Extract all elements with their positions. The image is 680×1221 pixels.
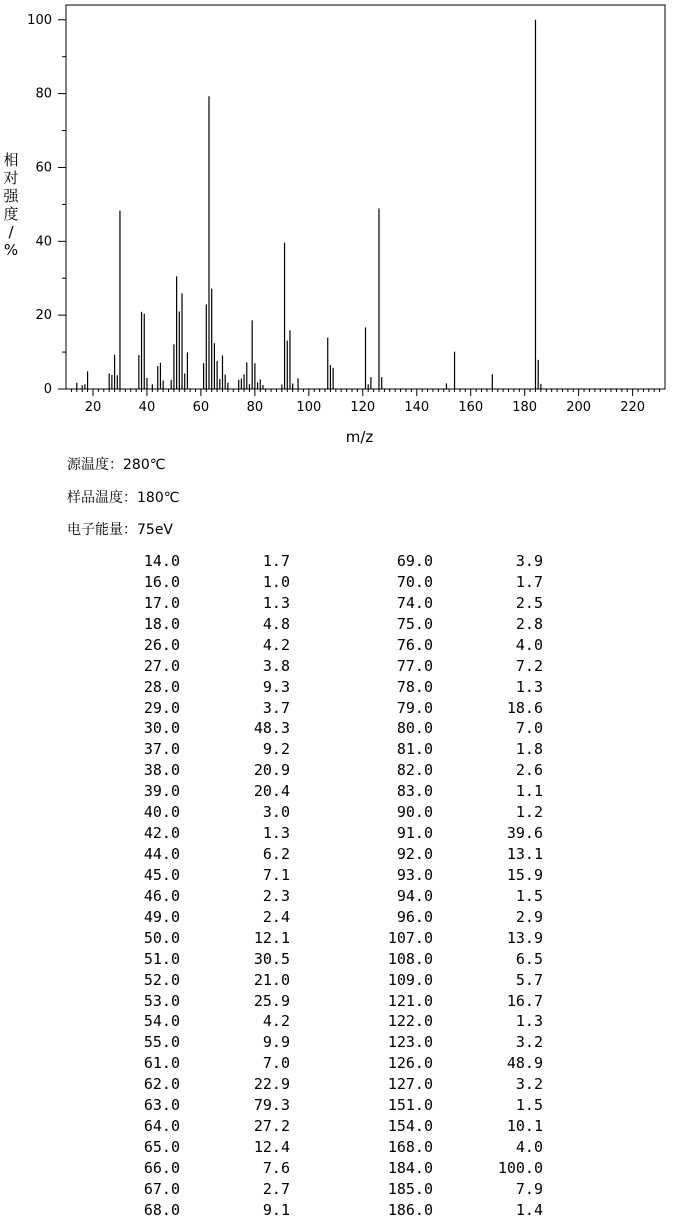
left-intensity-cell: 12.1 <box>253 928 290 947</box>
left-intensity-cell: 3.0 <box>262 803 290 822</box>
left-mz-cell: 68.0 <box>143 1200 180 1219</box>
right-mz-cell: 185.0 <box>387 1179 433 1198</box>
right-mz-cell: 108.0 <box>387 949 433 968</box>
right-intensity-cell: 48.9 <box>506 1054 543 1073</box>
right-mz-cell: 77.0 <box>396 656 433 675</box>
right-mz-cell: 126.0 <box>387 1054 433 1073</box>
right-mz-cell: 107.0 <box>387 928 433 947</box>
left-mz-cell: 53.0 <box>143 991 180 1010</box>
right-intensity-cell: 10.1 <box>506 1117 543 1136</box>
x-tick-label: 20 <box>84 400 102 415</box>
right-intensity-cell: 1.8 <box>515 740 543 759</box>
left-mz-cell: 63.0 <box>143 1096 180 1115</box>
right-intensity-cell: 7.0 <box>515 719 543 738</box>
x-tick-label: 100 <box>296 400 322 415</box>
right-intensity-cell: 13.9 <box>506 928 543 947</box>
y-tick-label: 40 <box>35 234 52 250</box>
left-mz-cell: 44.0 <box>143 845 180 864</box>
right-mz-cell: 109.0 <box>387 970 433 989</box>
x-tick-label: 80 <box>246 400 264 415</box>
left-intensity-cell: 22.9 <box>253 1075 290 1094</box>
sample-temperature: 样品温度：180℃ <box>67 490 180 506</box>
left-mz-cell: 37.0 <box>143 740 180 759</box>
right-mz-cell: 184.0 <box>387 1158 433 1177</box>
left-mz-cell: 50.0 <box>143 928 180 947</box>
y-axis-label: 相对强度/ % <box>3 151 19 259</box>
left-intensity-cell: 6.2 <box>262 845 290 864</box>
left-intensity-cell: 9.3 <box>262 677 290 696</box>
right-mz-cell: 91.0 <box>396 824 433 843</box>
left-intensity-cell: 1.7 <box>262 552 290 570</box>
x-axis-label: m/z <box>345 428 374 446</box>
left-mz-cell: 64.0 <box>143 1117 180 1136</box>
x-tick-label: 140 <box>404 400 430 415</box>
left-intensity-cell: 2.3 <box>262 886 290 905</box>
left-mz-cell: 66.0 <box>143 1158 180 1177</box>
left-intensity-cell: 4.2 <box>262 1012 290 1031</box>
right-mz-cell: 93.0 <box>396 865 433 884</box>
left-intensity-cell: 1.3 <box>262 593 290 612</box>
right-mz-cell: 92.0 <box>396 845 433 864</box>
left-mz-cell: 67.0 <box>143 1179 180 1198</box>
left-intensity-cell: 9.2 <box>262 740 290 759</box>
left-mz-cell: 54.0 <box>143 1012 180 1031</box>
right-intensity-cell: 100.0 <box>497 1158 543 1177</box>
right-mz-cell: 151.0 <box>387 1096 433 1115</box>
y-tick-label: 60 <box>35 160 52 176</box>
left-intensity-cell: 1.0 <box>262 572 290 591</box>
y-tick-label: 0 <box>43 382 52 397</box>
left-mz-cell: 46.0 <box>143 886 180 905</box>
left-intensity-cell: 2.4 <box>262 907 290 926</box>
right-mz-cell: 90.0 <box>396 803 433 822</box>
y-tick-label: 20 <box>35 308 52 324</box>
mass-spectrum-chart <box>0 0 680 450</box>
right-mz-cell: 96.0 <box>396 907 433 926</box>
left-intensity-cell: 7.0 <box>262 1054 290 1073</box>
right-intensity-cell: 1.2 <box>515 803 543 822</box>
source-temperature: 源温度：280℃ <box>67 457 166 473</box>
right-mz-cell: 75.0 <box>396 614 433 633</box>
right-intensity-cell: 6.5 <box>515 949 543 968</box>
right-intensity-cell: 16.7 <box>506 991 543 1010</box>
left-intensity-cell: 48.3 <box>253 719 290 738</box>
left-mz-cell: 61.0 <box>143 1054 180 1073</box>
right-mz-cell: 76.0 <box>396 635 433 654</box>
left-mz-cell: 39.0 <box>143 782 180 801</box>
left-mz-cell: 45.0 <box>143 865 180 884</box>
right-mz-cell: 154.0 <box>387 1117 433 1136</box>
left-mz-cell: 42.0 <box>143 824 180 843</box>
right-mz-cell: 186.0 <box>387 1200 433 1219</box>
right-mz-cell: 79.0 <box>396 698 433 717</box>
left-intensity-cell: 9.9 <box>262 1033 290 1052</box>
left-mz-cell: 65.0 <box>143 1138 180 1157</box>
x-tick-label: 60 <box>192 400 210 415</box>
right-intensity-cell: 15.9 <box>506 865 543 884</box>
right-intensity-cell: 13.1 <box>506 845 543 864</box>
right-mz-cell: 81.0 <box>396 740 433 759</box>
right-intensity-cell: 2.6 <box>515 761 543 780</box>
right-mz-cell: 70.0 <box>396 572 433 591</box>
right-intensity-cell: 4.0 <box>515 1138 543 1157</box>
right-intensity-cell: 1.3 <box>515 677 543 696</box>
x-tick-label: 200 <box>566 400 592 415</box>
left-mz-cell: 29.0 <box>143 698 180 717</box>
right-intensity-cell: 7.9 <box>515 1179 543 1198</box>
left-intensity-cell: 27.2 <box>253 1117 290 1136</box>
left-mz-cell: 38.0 <box>143 761 180 780</box>
left-intensity-cell: 7.1 <box>262 865 290 884</box>
left-intensity-cell: 3.7 <box>262 698 290 717</box>
right-mz-cell: 168.0 <box>387 1138 433 1157</box>
right-mz-cell: 69.0 <box>396 552 433 570</box>
left-mz-cell: 49.0 <box>143 907 180 926</box>
right-intensity-cell: 1.5 <box>515 886 543 905</box>
right-intensity-cell: 1.4 <box>515 1200 543 1219</box>
left-intensity-cell: 12.4 <box>253 1138 290 1157</box>
right-intensity-cell: 39.6 <box>506 824 543 843</box>
left-intensity-cell: 4.8 <box>262 614 290 633</box>
right-intensity-cell: 1.1 <box>515 782 543 801</box>
left-mz-cell: 17.0 <box>143 593 180 612</box>
y-tick-label: 100 <box>27 12 52 28</box>
left-intensity-cell: 20.4 <box>253 782 290 801</box>
right-intensity-cell: 18.6 <box>506 698 543 717</box>
right-mz-cell: 122.0 <box>387 1012 433 1031</box>
left-mz-cell: 30.0 <box>143 719 180 738</box>
left-intensity-cell: 7.6 <box>262 1158 290 1177</box>
left-intensity-cell: 4.2 <box>262 635 290 654</box>
right-intensity-cell: 1.3 <box>515 1012 543 1031</box>
left-intensity-cell: 1.3 <box>262 824 290 843</box>
right-mz-cell: 123.0 <box>387 1033 433 1052</box>
left-mz-cell: 16.0 <box>143 572 180 591</box>
left-intensity-cell: 2.7 <box>262 1179 290 1198</box>
left-mz-cell: 27.0 <box>143 656 180 675</box>
left-mz-cell: 52.0 <box>143 970 180 989</box>
left-intensity-cell: 9.1 <box>262 1200 290 1219</box>
right-mz-cell: 121.0 <box>387 991 433 1010</box>
left-intensity-cell: 30.5 <box>253 949 290 968</box>
left-intensity-cell: 20.9 <box>253 761 290 780</box>
left-mz-cell: 62.0 <box>143 1075 180 1094</box>
right-intensity-cell: 3.9 <box>515 552 543 570</box>
right-mz-cell: 83.0 <box>396 782 433 801</box>
right-mz-cell: 80.0 <box>396 719 433 738</box>
right-intensity-cell: 2.9 <box>515 907 543 926</box>
right-mz-cell: 82.0 <box>396 761 433 780</box>
left-mz-cell: 28.0 <box>143 677 180 696</box>
right-intensity-cell: 1.5 <box>515 1096 543 1115</box>
left-mz-cell: 55.0 <box>143 1033 180 1052</box>
left-mz-cell: 18.0 <box>143 614 180 633</box>
right-mz-cell: 94.0 <box>396 886 433 905</box>
left-intensity-cell: 3.8 <box>262 656 290 675</box>
right-intensity-cell: 3.2 <box>515 1033 543 1052</box>
left-intensity-cell: 79.3 <box>253 1096 290 1115</box>
electron-energy: 电子能量：75eV <box>67 522 174 538</box>
right-intensity-cell: 2.8 <box>515 614 543 633</box>
right-intensity-cell: 2.5 <box>515 593 543 612</box>
x-tick-label: 220 <box>620 400 646 415</box>
left-mz-cell: 26.0 <box>143 635 180 654</box>
right-intensity-cell: 1.7 <box>515 572 543 591</box>
right-intensity-cell: 5.7 <box>515 970 543 989</box>
left-intensity-cell: 21.0 <box>253 970 290 989</box>
y-tick-label: 80 <box>35 86 52 102</box>
right-mz-cell: 127.0 <box>387 1075 433 1094</box>
right-mz-cell: 74.0 <box>396 593 433 612</box>
left-mz-cell: 40.0 <box>143 803 180 822</box>
x-tick-label: 180 <box>512 400 538 415</box>
left-mz-cell: 14.0 <box>143 552 180 570</box>
right-intensity-cell: 3.2 <box>515 1075 543 1094</box>
left-intensity-cell: 25.9 <box>253 991 290 1010</box>
x-tick-label: 160 <box>458 400 484 415</box>
x-tick-label: 40 <box>138 400 156 415</box>
x-tick-label: 120 <box>350 400 376 415</box>
left-mz-cell: 51.0 <box>143 949 180 968</box>
right-intensity-cell: 7.2 <box>515 656 543 675</box>
right-intensity-cell: 4.0 <box>515 635 543 654</box>
right-mz-cell: 78.0 <box>396 677 433 696</box>
